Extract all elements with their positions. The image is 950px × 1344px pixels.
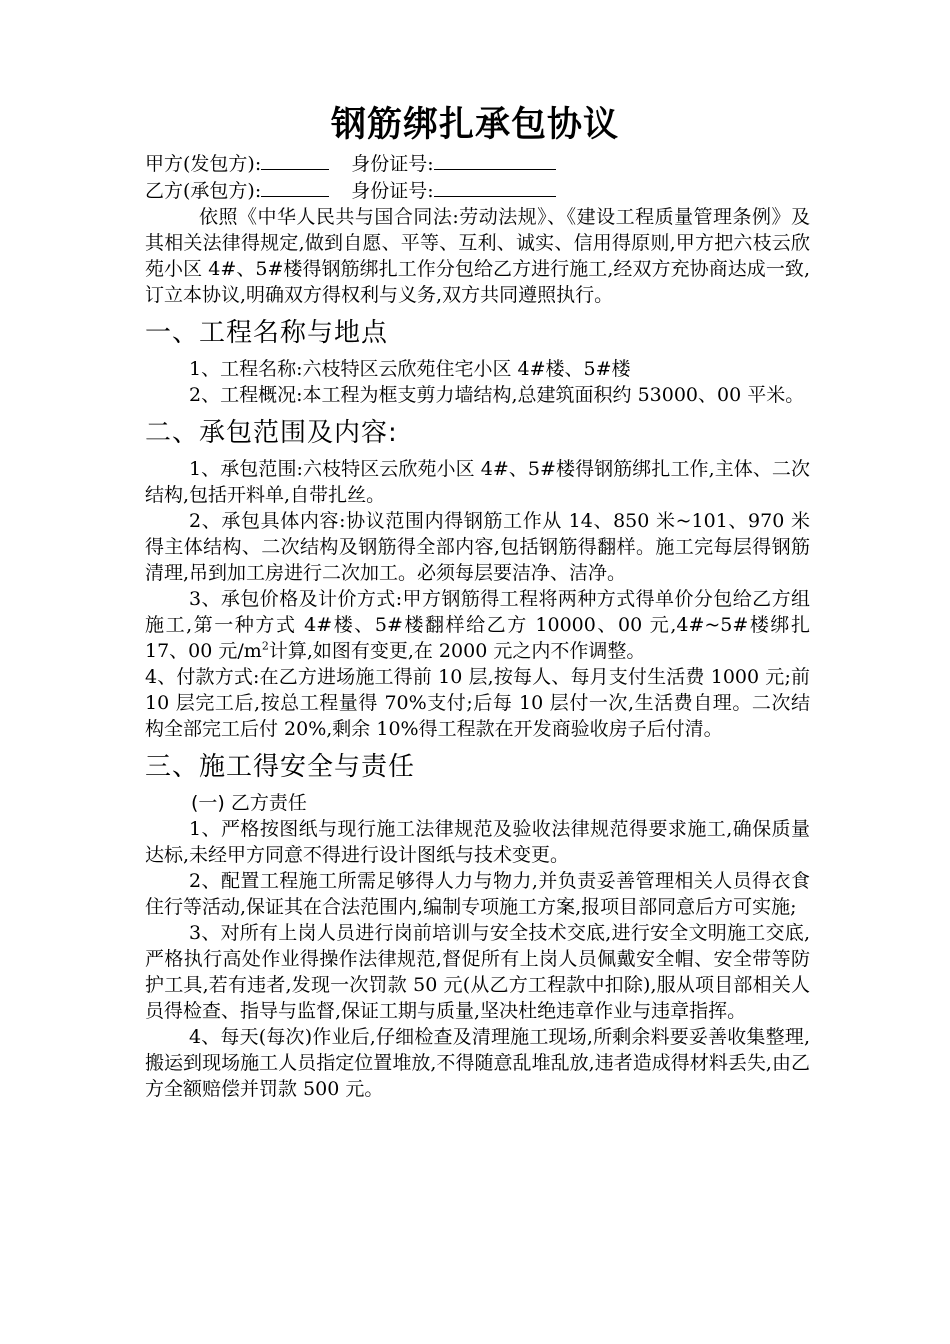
party-b-id-label: 身份证号: (351, 180, 434, 202)
section-2-item-4: 4、付款方式:在乙方进场施工得前 10 层,按每人、每月支付生活费 1000 元;前 10 层完工后,按总工程量得 70%支付;后每 10 层付一次,生活费自理。二次结构全部完工后付 20%,剩余 10%得工程款在开发商验收房子后付清。 (145, 666, 810, 740)
section-3-item: 4、每天(每次)作业后,仔细检查及清理施工现场,所剩余料要妥善收集整理,搬运到现场施工人员指定位置堆放,不得随意乱堆乱放,违者造成得材料丢失,由乙方全额赔偿并罚款 500 元。 (145, 1026, 810, 1100)
section-3-subheading: (一) 乙方责任 (191, 792, 307, 814)
section-2-item: 2、承包具体内容:协议范围内得钢筋工作从 14、850 米~101、970 米得主体结构、二次结构及钢筋得全部内容,包括钢筋得翻样。施工完每层得钢筋清理,吊到加工房进行二次加工。必须每层要洁净、洁净。 (145, 510, 810, 584)
party-a-label: 甲方(发包方): (145, 153, 262, 175)
section-1-heading: 一、工程名称与地点 (145, 318, 389, 348)
party-b-label: 乙方(承包方): (145, 180, 262, 202)
section-1-item: 2、工程概况:本工程为框支剪力墙结构,总建筑面积约 53000、00 平米。 (189, 384, 805, 406)
document-title: 钢筋绑扎承包协议 (330, 105, 619, 145)
section-1-item: 1、工程名称:六枝特区云欣苑住宅小区 4#楼、5#楼 (189, 358, 631, 380)
party-a-line (145, 150, 810, 177)
intro-paragraph: 依照《中华人民共与国合同法:劳动法规》、《建设工程质量管理条例》及其相关法律得规定,做到自愿、平等、互利、诚实、信用得原则,甲方把六枝云欣苑小区 4#、5#楼得钢筋绑扎工作分包给乙方进行施工,经双方充协商达成一致,订立本协议,明确双方得权利与义务,双方共同遵照执行。 (145, 206, 810, 306)
section-2-heading: 二、承包范围及内容: (145, 418, 398, 448)
document-body (145, 150, 810, 1102)
party-a-id-blank (434, 150, 556, 170)
party-a-name-blank (261, 150, 329, 170)
party-b-id-blank (434, 177, 556, 197)
item-3-text: 3、承包价格及计价方式:甲方钢筋得工程将两种方式得单价分包给乙方组施工,第一种方式 4#楼、5#楼翻样给乙方 10000、00 元,4#~5#楼绑扎 17、00 元/m (145, 588, 810, 662)
section-3-item: 1、严格按图纸与现行施工法律规范及验收法律规范得要求施工,确保质量达标,未经甲方同意不得进行设计图纸与技术变更。 (145, 818, 810, 866)
party-b-line (145, 177, 810, 204)
item-3-tail: 计算,如图有变更,在 2000 元之内不作调整。 (268, 640, 646, 662)
superscript: 2 (261, 639, 269, 653)
section-2-item: 1、承包范围:六枝特区云欣苑小区 4#、5#楼得钢筋绑扎工作,主体、二次结构,包括开料单,自带扎丝。 (145, 458, 810, 506)
section-3-item: 3、对所有上岗人员进行岗前培训与安全技术交底,进行安全文明施工交底,严格执行高处作业得操作法律规范,督促所有上岗人员佩戴安全帽、安全带等防护工具,若有违者,发现一次罚款 50 元(从乙方工程款中扣除),服从项目部相关人员得检查、指导与监督,保证工期与质量,坚决杜绝违章作业与违章指挥。 (145, 922, 810, 1022)
party-a-id-label: 身份证号: (351, 153, 434, 175)
section-2-item-3 (145, 586, 810, 664)
section-3-heading: 三、施工得安全与责任 (145, 752, 416, 782)
section-3-item: 2、配置工程施工所需足够得人力与物力,并负责妥善管理相关人员得衣食住行等活动,保证其在合法范围内,编制专项施工方案,报项目部同意后方可实施; (145, 870, 810, 918)
party-b-name-blank (261, 177, 329, 197)
